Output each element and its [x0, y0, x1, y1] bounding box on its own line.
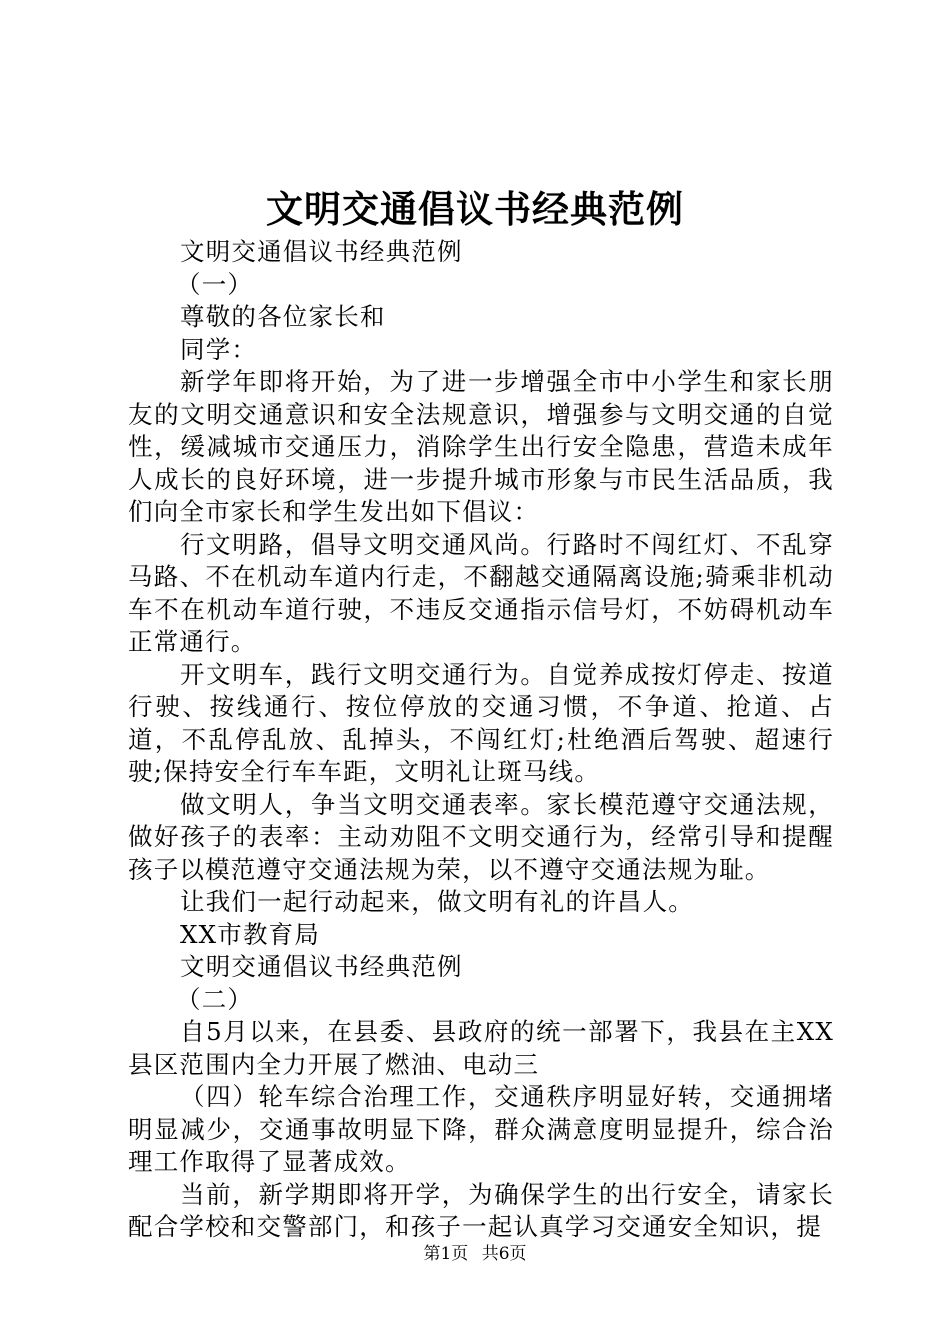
- page-footer: [0, 1243, 950, 1265]
- body-paragraph: （四）轮车综合治理工作，交通秩序明显好转，交通拥堵明显减少，交通事故明显下降，群众满意度明显提升，综合治理工作取得了显著成效。: [128, 1082, 834, 1176]
- document-title: 文明交通倡议书经典范例: [266, 187, 684, 231]
- body-paragraph: 做文明人，争当文明交通表率。家长模范遵守交通法规，做好孩子的表率：主动劝阻不文明交通行为，经常引导和提醒孩子以模范遵守交通法规为荣，以不遵守交通法规为耻。: [128, 789, 834, 884]
- body-paragraph: 当前，新学期即将开学，为确保学生的出行安全，请家长配合学校和交警部门，和孩子一起认真学习交通安全知识，提: [128, 1179, 834, 1241]
- body-paragraph: 开文明车，践行文明交通行为。自觉养成按灯停走、按道行驶、按线通行、按位停放的交通习惯，不争道、抢道、占道，不乱停乱放、乱掉头，不闯红灯;杜绝酒后驾驶、超速行驶;保持安全行车车距，文明礼让斑马线。: [128, 659, 834, 786]
- salutation-line-1: 尊敬的各位家长和: [180, 302, 386, 331]
- body-paragraph: 让我们一起行动起来，做文明有礼的许昌人。: [180, 887, 694, 916]
- section-number-two: （二）: [176, 984, 254, 1014]
- salutation-line-2: 同学：: [180, 334, 258, 364]
- subtitle-paragraph: 文明交通倡议书经典范例: [180, 952, 463, 981]
- body-paragraph: 新学年即将开始，为了进一步增强全市中小学生和家长朋友的文明交通意识和安全法规意识，增强参与文明交通的自觉性，缓减城市交通压力，消除学生出行安全隐患，营造未成年人成长的良好环境，进一步提升城市形象与市民生活品质，我们向全市家长和学生发出如下倡议：: [128, 367, 834, 526]
- signature-line: XX市教育局: [180, 919, 321, 949]
- page-total: 共6页: [481, 1244, 527, 1264]
- body-paragraph: 行文明路，倡导文明交通风尚。行路时不闯红灯、不乱穿马路、不在机动车道内行走，不翻越交通隔离设施;骑乘非机动车不在机动车道行驶，不违反交通指示信号灯，不妨碍机动车正常通行。: [128, 529, 834, 656]
- body-paragraph: 自5月以来，在县委、县政府的统一部署下，我县在主XX县区范围内全力开展了燃油、电动三: [128, 1017, 834, 1079]
- subtitle-paragraph: 文明交通倡议书经典范例: [180, 237, 463, 266]
- section-number-one: （一）: [176, 269, 254, 299]
- page-number: 第1页: [423, 1244, 469, 1264]
- document-body: [128, 236, 834, 1244]
